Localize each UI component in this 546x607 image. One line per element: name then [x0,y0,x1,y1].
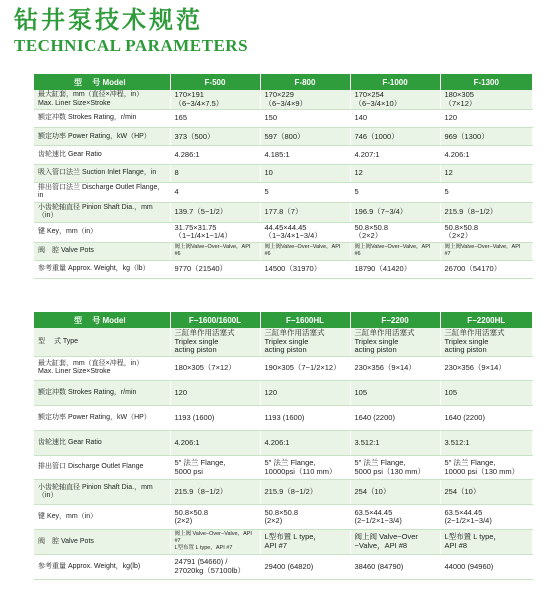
table-cell: 215.9（8−1/2） [260,480,350,505]
table-cell: 50.8×50.8 (2×2) [260,505,350,530]
table-cell: 120 [170,381,260,406]
table-cell: L型布置 L type， API #8 [440,530,532,555]
table-row [34,202,532,222]
table-cell: 5″ 法兰 Flange, 10000psi（110 mm） [260,455,350,480]
table-cell: 215.9（8−1/2） [440,202,532,222]
table-cell: 597（800） [260,128,350,146]
table-cell: 170×229 （6−3/4×9） [260,90,350,110]
table-cell: 63.5×44.45 (2−1/2×1−3/4) [440,505,532,530]
table-cell: 120 [440,110,532,128]
table-cell: 5 [350,182,440,202]
header-model: 型 号 Model [34,312,170,328]
table-cell: 5 [260,182,350,202]
table-cell: 254（10） [440,480,532,505]
table-cell: 746（1000） [350,128,440,146]
table-row [34,381,532,406]
table-row [34,182,532,202]
table-row [34,164,532,182]
table-cell: 10 [260,164,350,182]
row-label: 型 式 Type [34,328,170,356]
table-cell: 105 [440,381,532,406]
table-cell: 阀上阀Valve−Over−Valve，API #6 [350,242,440,260]
table-cell: 12 [440,164,532,182]
table-cell: 4.207:1 [350,146,440,164]
table-body [34,90,532,279]
row-label: 阀 腔 Valve Pots [34,530,170,555]
table-cell: 4.206:1 [440,146,532,164]
row-label: 小齿轮轴直径 Pinion Shaft Dia.，mm（in） [34,202,170,222]
table-cell: 105 [350,381,440,406]
table-cell: 170×191 （6−3/4×7.5） [170,90,260,110]
table-cell: 三缸单作用活塞式 Triplex single acting piston [350,328,440,356]
row-label: 额定功率 Power Rating，kW（HP） [34,128,170,146]
table-cell: 4 [170,182,260,202]
header-column: F−2200HL [440,312,532,328]
table-row [34,356,532,381]
table-row [34,260,532,278]
header-model: 型 号 Model [34,74,170,90]
table-cell: L型布置 L type， API #7 [260,530,350,555]
table-cell: 140 [350,110,440,128]
table-cell: 120 [260,381,350,406]
header-column: F−1600HL [260,312,350,328]
table-cell: 50.8×50.8 （2×2） [440,222,532,242]
table-cell: 14500（31970） [260,260,350,278]
row-label: 齿轮速比 Gear Ratio [34,146,170,164]
table-cell: 24791 (54660) / 27020kg（57100lb） [170,554,260,579]
row-label: 键 Key，mm（in） [34,505,170,530]
table-cell: 5 [440,182,532,202]
table-cell: 阀上阀Valve−Over−Valve，API #6 [260,242,350,260]
table-cell: 26700（54170） [440,260,532,278]
row-label: 阀 腔 Valve Pots [34,242,170,260]
table-cell: 1193 (1600) [170,406,260,431]
table-row [34,430,532,455]
table-row [34,505,532,530]
table-cell: 50.8×50.8 (2×2) [170,505,260,530]
row-label: 最大缸套，mm（直径×冲程，in） Max. Liner Size×Stroke [34,356,170,381]
table-cell: 50.8×50.8 （2×2） [350,222,440,242]
table-cell: 190×305（7−1/2×12） [260,356,350,381]
header-column: F−2200 [350,312,440,328]
table-cell: 9770（21540） [170,260,260,278]
table-cell: 4.206:1 [170,430,260,455]
table-row [34,242,532,260]
table-cell: 180×305 （7×12） [440,90,532,110]
table-row [34,530,532,555]
row-label: 额定冲数 Strokes Rating，r/min [34,381,170,406]
table-cell: 3.512:1 [350,430,440,455]
table-row [34,146,532,164]
table-header-row [34,312,532,328]
row-label: 额定冲数 Strokes Rating，r/min [34,110,170,128]
header-column: F-500 [170,74,260,90]
row-label: 键 Key，mm（in） [34,222,170,242]
row-label: 排出管口 Discharge Outlet Flange [34,455,170,480]
table-cell: 63.5×44.45 (2−1/2×1−3/4) [350,505,440,530]
row-label: 吸入管口法兰 Suction Inlet Flange，in [34,164,170,182]
table-cell: 4.206:1 [260,430,350,455]
table-cell: 阀上阀Valve−Over−Valve，API #6 [170,242,260,260]
row-label: 齿轮速比 Gear Ratio [34,430,170,455]
spec-table-1 [34,74,533,279]
table-cell: 阀上阀 Valve−Over −Valve，API #8 [350,530,440,555]
table-cell: 150 [260,110,350,128]
header-column: F-1000 [350,74,440,90]
header-column: F-1300 [440,74,532,90]
table-cell: 3.512:1 [440,430,532,455]
table-cell: 196.9（7−3/4） [350,202,440,222]
table-row [34,110,532,128]
table-cell: 5″ 法兰 Flange, 5000 psi（130 mm） [350,455,440,480]
table-cell: 230×356（9×14） [350,356,440,381]
table-cell: 139.7（5−1/2） [170,202,260,222]
table-row [34,554,532,579]
table-cell: 三缸单作用活塞式 Triplex single acting piston [260,328,350,356]
table-cell: 18790（41420） [350,260,440,278]
table-cell: 阀上阀 Valve−Over−Valve，API #7 L型布置 L type，API #7 [170,530,260,555]
table-cell: 177.8（7） [260,202,350,222]
table-cell: 5″ 法兰 Flange, 10000 psi（130 mm） [440,455,532,480]
page-title-zh: 钻井泵技术规范 [14,6,203,34]
table-cell: 1640 (2200) [440,406,532,431]
table-cell: 38460 (84790) [350,554,440,579]
table-cell: 31.75×31.75 （1−1/4×1−1/4） [170,222,260,242]
table-cell: 三缸单作用活塞式 Triplex single acting piston [440,328,532,356]
table-cell: 三缸单作用活塞式 Triplex single acting piston [170,328,260,356]
table-body [34,328,532,579]
row-label: 参考重量 Approx. Weight，kg(lb) [34,554,170,579]
header-column: F-800 [260,74,350,90]
table-row [34,222,532,242]
table-row [34,480,532,505]
table-cell: 1193 (1600) [260,406,350,431]
header-column: F−1600/1600L [170,312,260,328]
table-header-row [34,74,532,90]
table-cell: 230×356（9×14） [440,356,532,381]
table-cell: 180×305（7×12） [170,356,260,381]
page-title-en: TECHNICAL PARAMETERS [14,36,249,55]
table-cell: 8 [170,164,260,182]
table-cell: 215.9（8−1/2） [170,480,260,505]
spec-table-2 [34,312,533,580]
table-cell: 165 [170,110,260,128]
table-cell: 44000 (94960) [440,554,532,579]
table-row [34,406,532,431]
table-row [34,128,532,146]
table-cell: 29400 (64820) [260,554,350,579]
table-cell: 254（10） [350,480,440,505]
table-cell: 373（500） [170,128,260,146]
row-label: 小齿轮轴直径 Pinion Shaft Dia.，mm（in） [34,480,170,505]
table-cell: 1640 (2200) [350,406,440,431]
row-label: 排出管口法兰 Discharge Outlet Flange，in [34,182,170,202]
table-row [34,328,532,356]
table-cell: 969（1300） [440,128,532,146]
row-label: 参考重量 Approx. Weight，kg（lb） [34,260,170,278]
table-cell: 4.286:1 [170,146,260,164]
table-cell: 44.45×44.45 （1−3/4×1−3/4） [260,222,350,242]
table-cell: 170×254 （6−3/4×10） [350,90,440,110]
table-row [34,90,532,110]
row-label: 额定功率 Power Rating，kW（HP） [34,406,170,431]
table-cell: 5″ 法兰 Flange, 5000 psi [170,455,260,480]
row-label: 最大缸套，mm（直径×冲程，in） Max. Liner Size×Stroke [34,90,170,110]
table-row [34,455,532,480]
table-cell: 阀上阀Valve−Over−Valve，API #7 [440,242,532,260]
table-cell: 12 [350,164,440,182]
table-cell: 4.185:1 [260,146,350,164]
